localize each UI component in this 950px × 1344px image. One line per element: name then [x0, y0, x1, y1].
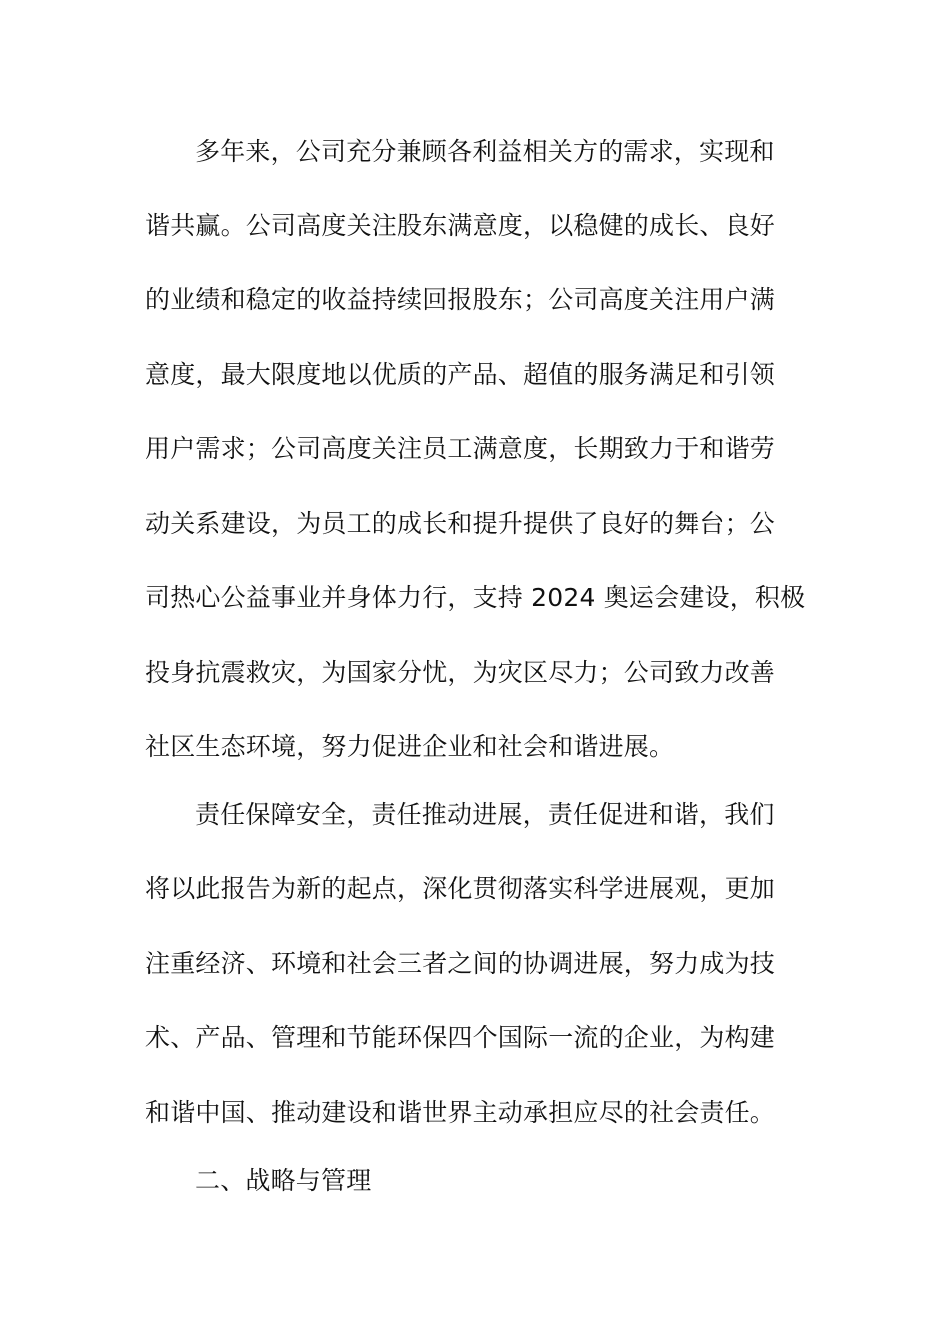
paragraph-2-line-1: 责任保障安全，责任推动进展，责任促进和谐，我们 — [195, 800, 775, 829]
paragraph-1-line-4: 意度，最大限度地以优质的产品、超值的服务满足和引领 — [145, 360, 776, 389]
paragraph-1-line-2: 谐共赢。公司高度关注股东满意度，以稳健的成长、良好 — [145, 211, 776, 240]
paragraph-2-line-5: 和谐中国、推动建设和谐世界主动承担应尽的社会责任。 — [145, 1098, 776, 1127]
paragraph-2-line-3: 注重经济、环境和社会三者之间的协调进展，努力成为技 — [145, 949, 776, 978]
paragraph-2-line-4: 术、产品、管理和节能环保四个国际一流的企业，为构建 — [145, 1023, 776, 1052]
section-heading: 二、战略与管理 — [195, 1166, 372, 1195]
paragraph-1-line-5: 用户需求；公司高度关注员工满意度，长期致力于和谐劳 — [145, 434, 776, 463]
paragraph-1-line-8: 投身抗震救灾，为国家分忧，为灾区尽力；公司致力改善 — [145, 658, 776, 687]
paragraph-1-line-1: 多年来，公司充分兼顾各利益相关方的需求，实现和 — [195, 137, 775, 166]
paragraph-2-line-2: 将以此报告为新的起点，深化贯彻落实科学进展观，更加 — [145, 874, 776, 903]
paragraph-1-line-6: 动关系建设，为员工的成长和提升提供了良好的舞台；公 — [145, 509, 776, 538]
paragraph-1-line-9: 社区生态环境，努力促进企业和社会和谐进展。 — [145, 732, 675, 761]
paragraph-1-line-3: 的业绩和稳定的收益持续回报股东；公司高度关注用户满 — [145, 285, 776, 314]
paragraph-1-line-7: 司热心公益事业并身体力行，支持 2024 奥运会建设，积极 — [145, 583, 806, 612]
